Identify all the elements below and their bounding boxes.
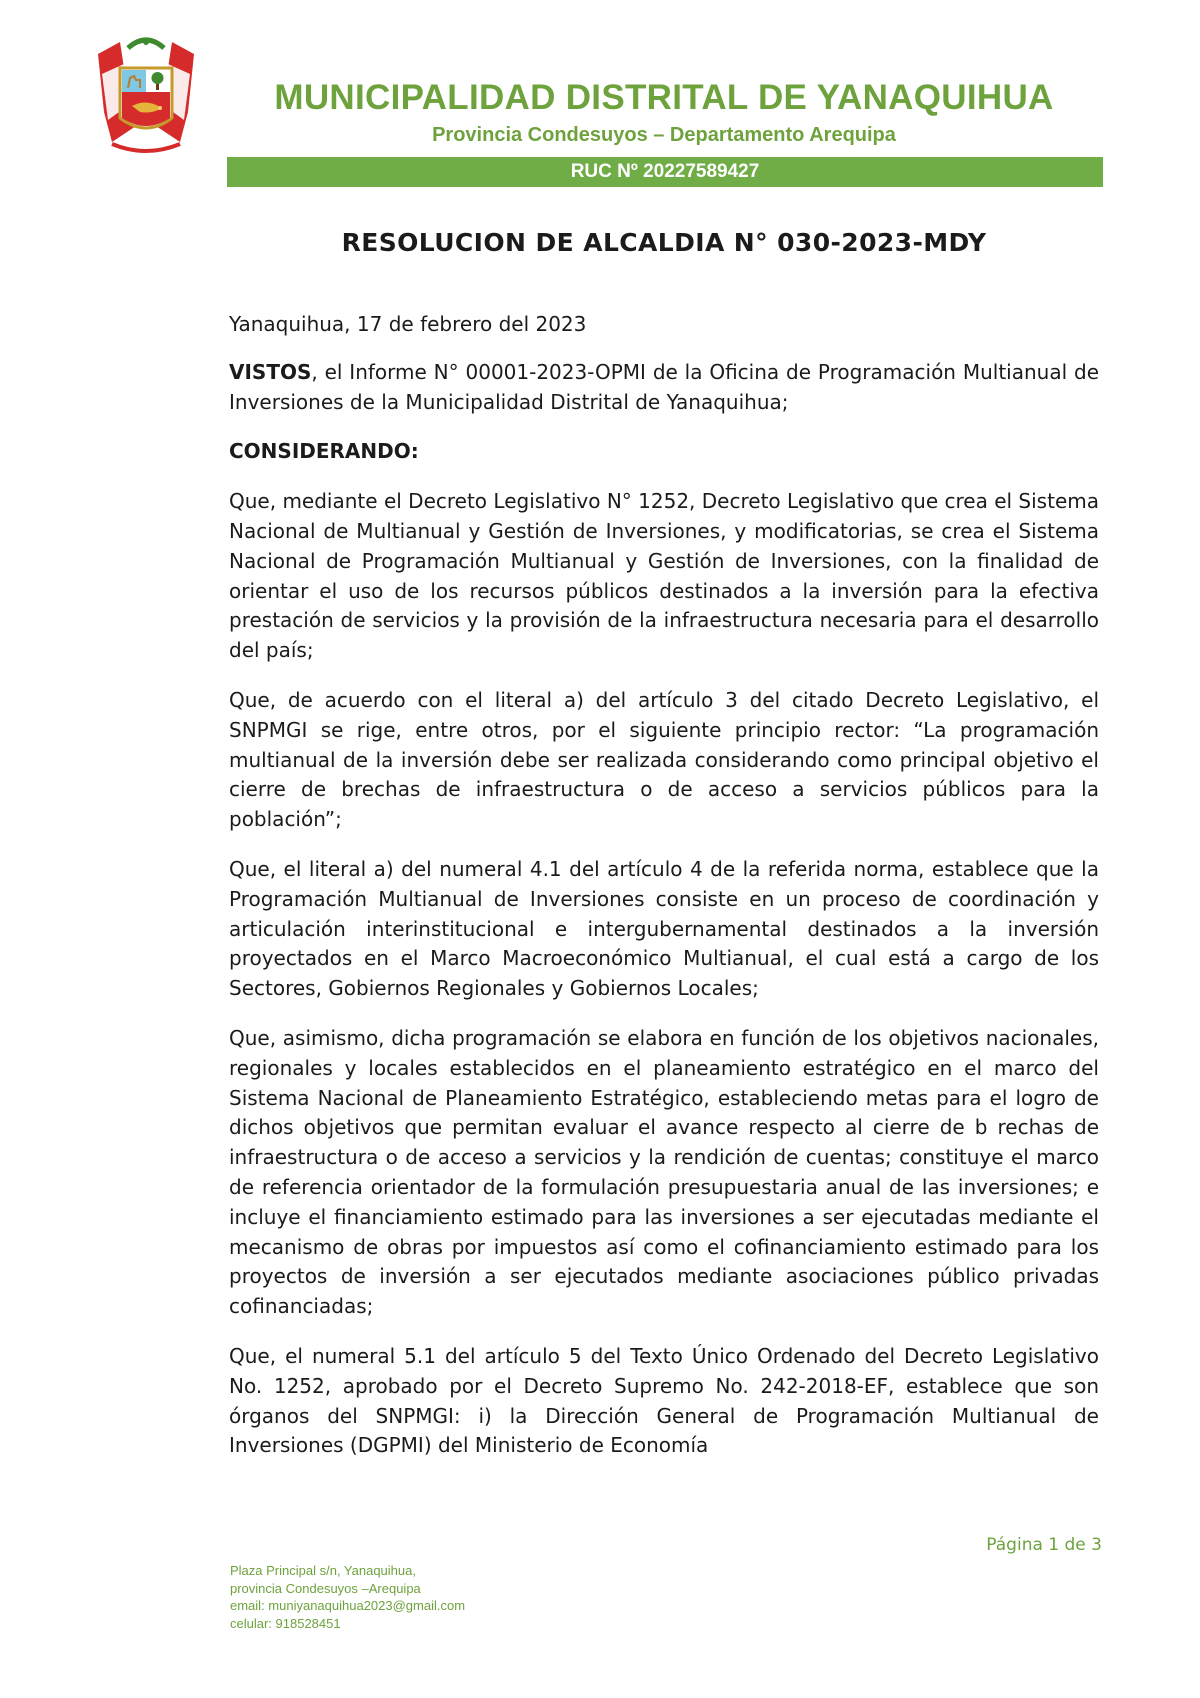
footer-address: Plaza Principal s/n, Yanaquihua, — [230, 1563, 416, 1578]
page-number: Página 1 de 3 — [986, 1535, 1102, 1555]
vistos-paragraph — [229, 358, 1099, 418]
ruc-banner: RUC Nº 20227589427 — [227, 157, 1103, 187]
footer-contact — [230, 1562, 465, 1632]
province-subtitle: Provincia Condesuyos – Departamento Arequipa — [432, 124, 896, 146]
vistos-label: VISTOS — [229, 359, 312, 384]
paragraph: Que, el numeral 5.1 del artículo 5 del Texto Único Ordenado del Decreto Legislativo No. 1252, aprobado por el Decreto Supremo No. 242-2018-EF, establece que son órganos del SNPMGI: i) la Dirección General de Programación Multianual de Inversiones (DGPMI) del Ministerio de Economía — [229, 1343, 1099, 1458]
document-body — [229, 310, 1099, 1481]
resolution-title: RESOLUCION DE ALCALDIA N° 030-2023-MDY — [341, 228, 987, 257]
considerando-heading: CONSIDERANDO: — [229, 439, 419, 464]
peru-coat-of-arms-icon — [90, 34, 202, 158]
footer-phone: celular: 918528451 — [230, 1615, 341, 1631]
paragraph: Que, el literal a) del numeral 4.1 del artículo 4 de la referida norma, establece que la Programación Multianual de Inversiones consiste en un proceso de coordinación y articulación interinstitucional e intergubernamental destinados a la inversión proyectados en el Marco Macroeconómico Multianual, el cual está a cargo de los Sectores, Gobiernos Regionales y Gobiernos Locales; — [229, 856, 1099, 1001]
municipality-name: MUNICIPALIDAD DISTRITAL DE YANAQUIHUA — [274, 78, 1054, 117]
document-date: Yanaquihua, 17 de febrero del 2023 — [229, 312, 587, 336]
paragraph: Que, mediante el Decreto Legislativo N° 1252, Decreto Legislativo que crea el Sistema Nacional de Multianual y Gestión de Inversiones, y modificatorias, se crea el Sistema Nacional de Programación Multianual y Gestión de Inversiones, con la finalidad de orientar el uso de los recursos públicos destinados a la inversión para la efectiva prestación de servicios y la provisión de la infraestructura necesaria para el desarrollo del país; — [229, 489, 1099, 663]
footer-province: provincia Condesuyos –Arequipa — [230, 1580, 421, 1596]
paragraph: Que, asimismo, dicha programación se elabora en función de los objetivos nacionales, regionales y locales establecidos en el planeamiento estratégico en el marco del Sistema Nacional de Planeamiento Estratégico, estableciendo metas para el logro de dichos objetivos que permitan evaluar el avance respecto al cierre de b rechas de infraestructura o de acceso a servicios y la rendición de cuentas; constituye el marco de referencia orientador de la formulación presupuestaria anual de las inversiones; e incluye el financiamiento estimado para las inversiones a ser ejecutadas mediante el mecanismo de obras por impuestos así como el cofinanciamiento estimado para los proyectos de inversión a ser ejecutados mediante asociaciones público privadas cofinanciadas; — [229, 1025, 1099, 1319]
paragraph: Que, de acuerdo con el literal a) del artículo 3 del citado Decreto Legislativo, el SNPMGI se rige, entre otros, por el siguiente principio rector: “La programación multianual de la inversión debe ser realizada considerando como principal objetivo el cierre de brechas de infraestructura o de acceso a servicios públicos para la población”; — [229, 687, 1099, 832]
vistos-text: , el Informe N° 00001-2023-OPMI de la Oficina de Programación Multianual de Inversiones de la Municipalidad Distrital de Yanaquihua; — [229, 359, 1099, 414]
footer-email: email: muniyanaquihua2023@gmail.com — [230, 1598, 466, 1613]
